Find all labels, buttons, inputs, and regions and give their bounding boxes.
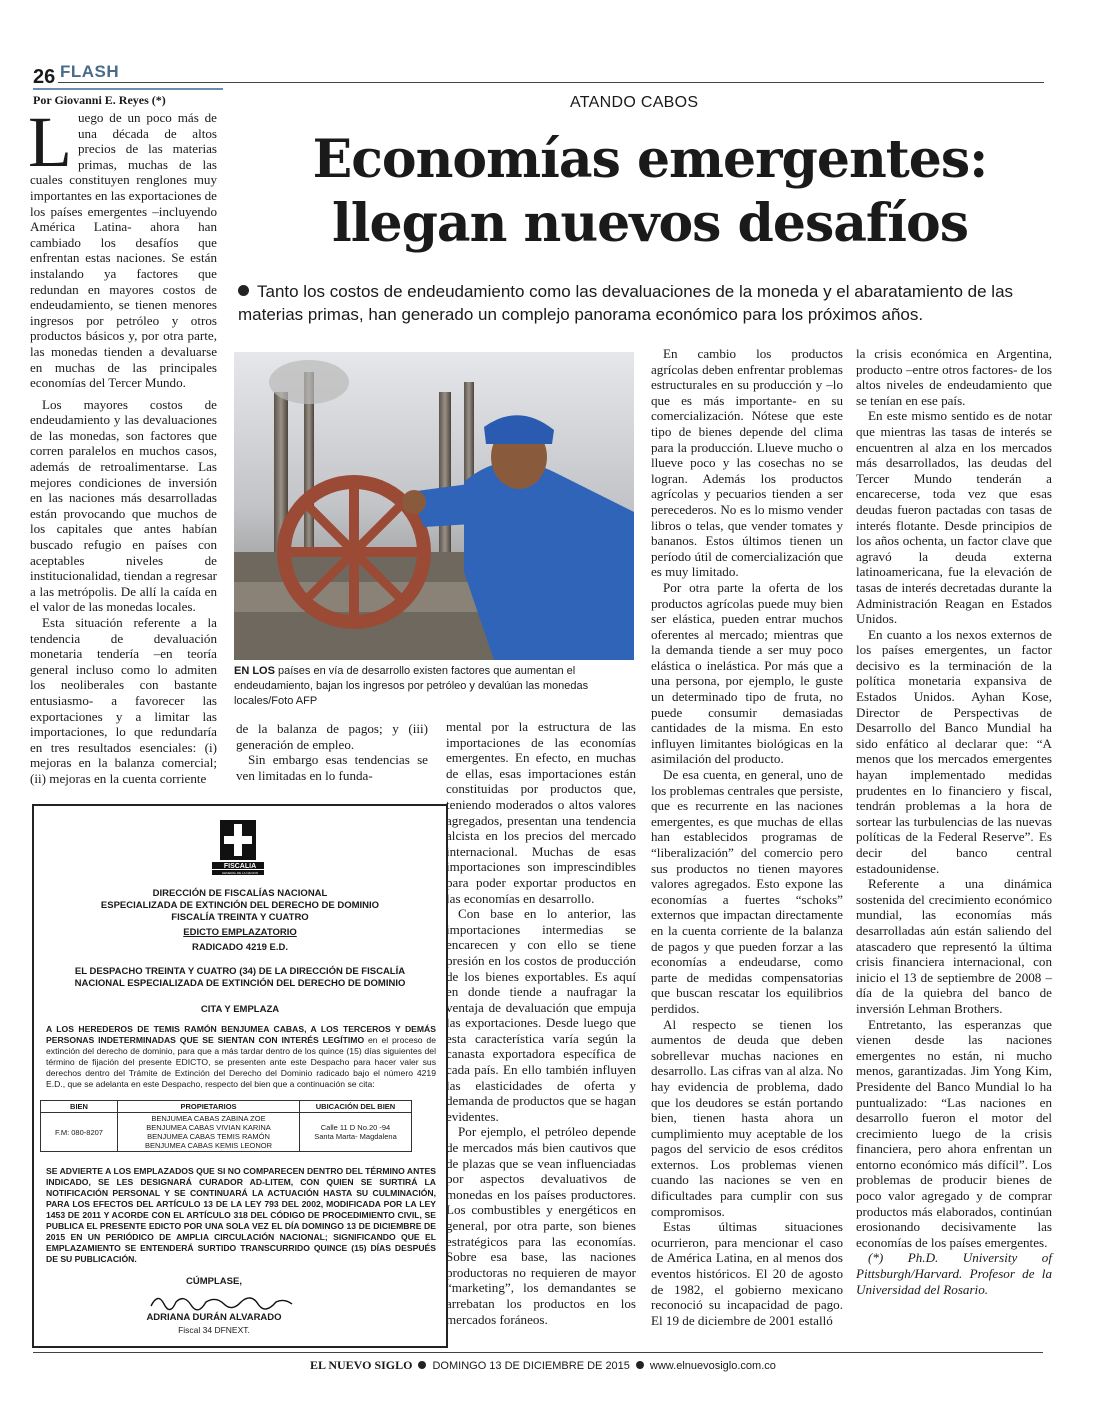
author-note: (*) Ph.D. University of Pittsburgh/Harvard. Profesor de la Universidad del Rosario. (856, 1250, 1052, 1297)
column-3 (446, 719, 636, 1327)
notice-despacho: EL DESPACHO TREINTA Y CUATRO (34) DE LA DIRECCIÓN DE FISCALÍA NACIONAL ESPECIALIZADA DE EXTINCIÓN DEL DERECHO DE DOMINIO (74, 966, 406, 989)
page-footer (310, 1358, 776, 1373)
notice-body-text: en el proceso de extinción del derecho de dominio, para que a más tardar dentro de los quince (15) días siguientes del término de fijación del presente EDICTO, se presenten ante este Despacho para hacer valer sus derechos dentro del Trámite de Extinción del Derecho del Dominio radicado bajo el número 4219 E.D., que se adelanta en este Despacho, respecto del bien que a continuación se cita: (46, 1035, 436, 1089)
byline: Por Giovanni E. Reyes (*) (33, 93, 166, 107)
table-cell-ubicacion: Calle 11 D No.20 -94 Santa Marta- Magdalena (300, 1113, 412, 1152)
col4-paragraph-3: De esa cuenta, en general, uno de los problemas centrales que persiste, que es recurrente en las naciones emergentes, es que muchas de ellas han establecidos programas de “liberalización” del comercio pero sus productos no tienen mayores valores agregados. Esto expone las economías a fuertes “schoks” externos que impactan directamente en la cuenta corriente de la balanza de pagos y que pueden forzar a las economías a endeudarse, como parte de medidas compensatorias que buscan rescatar los equilibrios perdidos. (651, 767, 843, 1016)
signer-name: ADRIANA DURÁN ALVARADO (146, 1312, 282, 1323)
notice-cumplase: CÚMPLASE, (186, 1276, 242, 1287)
photo-caption (234, 664, 632, 709)
caption-lead-in: EN LOS (234, 665, 275, 677)
notice-heading-2: ESPECIALIZADA DE EXTINCIÓN DEL DERECHO DE DOMINIO (100, 900, 380, 911)
col2-paragraph-1: de la balanza de pagos; y (iii) generación de empleo. (236, 721, 428, 752)
column-5 (856, 346, 1052, 1297)
notice-heading-4: EDICTO EMPLAZATORIO (183, 927, 297, 938)
notice-cita: CITA Y EMPLAZA (200, 1004, 280, 1015)
col5-paragraph-4: Referente a una dinámica sostenida del crecimiento económico mundial, las economías más desarrolladas aún están saliendo del atascadero que representó la última crisis financiera internacional, con inicio el 13 de septiembre de 2008 –día de la quiebra del banco de inversión Lehman Brothers. (856, 876, 1052, 1016)
col2-paragraph-2: Sin embargo esas tendencias se ven limitadas en lo funda- (236, 752, 428, 783)
signer-role: Fiscal 34 DFNEXT. (178, 1325, 250, 1335)
headline (230, 128, 1070, 256)
bullet-icon (238, 285, 249, 296)
header-rule-blue (33, 88, 223, 90)
col4-paragraph-2: Por otra parte la oferta de los productos agrícolas puede muy bien ser elástica, pueden entrar muchos oferentes al mercado; mientras que la demanda tiende a ser muy poco elástica o inelástica. Por más que a una persona, por ejemplo, le guste un determinado tipo de fruta, no puede consumir demasiadas cantidades de la misma. En esto influyen limitantes biológicas en la asimilación del producto. (651, 579, 843, 767)
table-row (41, 1113, 412, 1152)
col4-paragraph-1: En cambio los productos agrícolas deben enfrentar problemas estructurales en su producción y –lo que es más importante- en su comercialización. Nótese que este tipo de bienes depende del clima para la producción. Llueve mucho o llueve poco y las cosechas no se logran. Además los productos agrícolas y pecuarios tienden a ser perecederos. No es lo mismo vender libros o telas, que vender tomates y bananos. Estos últimos tienen un período útil de comercialización que es muy limitado. (651, 346, 843, 580)
lead-text: Tanto los costos de endeudamiento como las devaluaciones de la moneda y el abaratamiento de las materias primas, han generado un complejo panorama económico para los próximos años. (238, 282, 1014, 324)
caption-text: países en vía de desarrollo existen factores que aumentan el endeudamiento, bajan los ingresos por petróleo y devalúan las monedas locales/Foto AFP (234, 665, 589, 707)
table-cell-bien: F.M: 080-8207 (41, 1113, 118, 1152)
footer-date: DOMINGO 13 DE DICIEMBRE DE 2015 (432, 1360, 630, 1372)
table-header-row (41, 1101, 412, 1113)
col4-paragraph-5: Estas últimas situaciones ocurrieron, para mencionar el caso de América Latina, en al menos dos eventos históricos. El 20 de agosto de 1982, el gobierno mexicano reconoció su incapacidad de pago. El 19 de diciembre de 2001 estalló (651, 1219, 843, 1328)
col3-paragraph-1: mental por la estructura de las importaciones de las economías emergentes. En efecto, en muchas de ellas, esas importaciones están constituidas por productos que, teniendo moderados o altos valores agregados, presentan una tendencia alcista en los precios del mercado internacional. Muchas de esas importaciones son imprescindibles para poder exportar productos en las economías en desarrollo. (446, 719, 636, 906)
col5-paragraph-1: la crisis económica en Argentina, producto –entre otros factores- de los altos niveles de endeudamiento que se tenían en ese país. (856, 346, 1052, 408)
notice-heading-1: DIRECCIÓN DE FISCALÍAS NACIONAL (152, 888, 328, 899)
footer-paper-name: EL NUEVO SIGLO (310, 1358, 413, 1372)
col5-paragraph-3: En cuanto a los nexos externos de los países emergentes, un factor decisivo es la terminación de la política monetaria expansiva de Estados Unidos. Ayhan Kose, Director de Perspectivas de Desarrollo del Banco Mundial ha sido enfático al declarar que: “A menos que los mercados emergentes hayan implementado medidas prudentes en lo financiero y fiscal, tendrán problemas a la hora de sortear las turbulencias de las nuevas políticas de la Federal Reserve”. Es decir del banco central estadounidense. (856, 626, 1052, 876)
col1-paragraph-1: Luego de un poco más de una década de altos precios de las materias primas, muchas de las cuales constituyen renglones muy importantes en las exportaciones de los países emergentes –incluyendo América Latina- ahora han cambiado los desafíos que enfrentan estas naciones. Se están instalando ya factores que redundan en mayores costos de endeudamiento, se tienen menores ingresos por petróleo y otros productos básicos y, por otra parte, las monedas tienden a devaluarse en muchas de las principales economías del Tercer Mundo. (28, 102, 217, 391)
column-4 (651, 346, 843, 1328)
signature-image (146, 1290, 296, 1312)
col4-paragraph-4: Al respecto se tienen los aumentos de deuda que deben sobrellevar muchas naciones en desarrollo. Las cifras van al alza. No hay evidencia de problema, dado que los deudores se están portando bien, tienen hasta ahora un cumplimiento muy aceptable de los pagos del servicio de esos créditos externos. Los problemas vienen cuando las naciones se ven en dificultades para cumplir con sus compromisos. (651, 1016, 843, 1219)
col5-paragraph-5: Entretanto, las esperanzas que vienen desde las naciones emergentes no están, ni mucho menos, garantizadas. Jim Yong Kim, Presidente del Banco Mundial lo ha puntualizado: “Las naciones en desarrollo fueron el motor del crecimiento luego de la crisis financiera, pero ahora enfrentan un entorno económico más difícil”. Los problemas de producir bienes de poco valor agregado y de comprar productos más elaborados, continúan erosionando decisivamente las economías de los países emergentes. (856, 1016, 1052, 1250)
notice-warning: SE ADVIERTE A LOS EMPLAZADOS QUE SI NO COMPARECEN DENTRO DEL TÉRMINO ANTES INDICADO, SE LES DESIGNARÁ CURADOR AD-LITEM, CON QUIEN SE SURTIRÁ LA NOTIFICACIÓN PERSONAL Y SE CONTINUARÁ LA ACTUACIÓN HASTA SU CULMINACIÓN, PARA LOS EFECTOS DEL ARTÍCULO 13 DE LA LEY 793 DEL 2002, MODIFICADA POR LA LEY 1453 DE 2011 Y ACORDE CON EL ARTÍCULO 318 DEL CÓDIGO DE PROCEDIMIENTO CIVIL, SE PUBLICA EL PRESENTE EDICTO POR UNA SOLA VEZ EL DÍA DOMINGO 13 DE DICIEMBRE DE 2015 EN UN PERIÓDICO DE AMPLIA CIRCULACIÓN NACIONAL; SIGNIFICANDO QUE EL EMPLAZAMIENTO SE ENTENDERÁ SURTIDO TRANSCURRIDO QUINCE (15) DÍAS DESPUÉS DE SU PUBLICACIÓN. (46, 1166, 436, 1264)
table-header: PROPIETARIOS (118, 1101, 300, 1113)
logo-subtext: GENERAL DE LA NACION (221, 871, 259, 875)
article-photo (234, 352, 634, 660)
footer-rule (33, 1352, 1043, 1353)
table-header: BIEN (41, 1101, 118, 1113)
header-rule (58, 82, 1044, 83)
col1-paragraph-3: Esta situación referente a la tendencia de devaluación monetaria tendería –en teoría general incluso como lo admiten los neoliberales con bastante entusiasmo- a favorecer las exportaciones y a limitar las importaciones, lo que redundaría en tres resultados esenciales: (i) mejoras en la balanza comercial; (ii) mejoras en la cuenta corriente (30, 615, 217, 786)
table-header: UBICACIÓN DEL BIEN (300, 1101, 412, 1113)
col3-paragraph-2: Con base en lo anterior, las importaciones intermedias se encarecen y con ello se tiene presión en los costos de producción de los bienes exportables. Es aquí en donde tiende a naufragar la ventaja de devaluación que empuja las exportaciones. Desde luego que esta característica varía según la canasta exportadora específica de cada país. En ello también influyen las elasticidades de oferta y demanda de productos que se hagan evidentes. (446, 906, 636, 1124)
headline-line-1: Economías emergentes: (312, 129, 988, 190)
footer-dot-icon (636, 1361, 644, 1369)
notice-body-bold: A LOS HEREDEROS DE TEMIS RAMÓN BENJUMEA CABAS, A LOS TERCEROS Y DEMÁS PERSONAS INDETERMINADAS QUE SE SIENTAN CON INTERÉS LEGÍTIMO (46, 1024, 436, 1045)
notice-heading-3: FISCALÍA TREINTA Y CUATRO (171, 912, 309, 923)
page-number: 26 (33, 66, 56, 88)
footer-url[interactable]: www.elnuevosiglo.com.co (649, 1360, 776, 1372)
legal-notice-box (32, 804, 448, 1348)
property-table (40, 1100, 412, 1152)
footer-dot-icon (418, 1361, 426, 1369)
lead-paragraph (238, 280, 1038, 326)
column-2 (236, 721, 428, 783)
column-1 (28, 102, 217, 787)
drop-cap: L (28, 102, 72, 182)
table-cell-propietarios: BENJUMEA CABAS ZABINA ZOE BENJUMEA CABAS VIVIAN KARINA BENJUMEA CABAS TEMIS RAMÓN BENJUMEA CABAS KEMIS LEONOR (118, 1113, 300, 1152)
headline-line-2: llegan nuevos desafíos (331, 193, 969, 254)
refinery-worker-image (234, 352, 634, 660)
section-name: FLASH (60, 62, 120, 81)
notice-heading-5: RADICADO 4219 E.D. (191, 942, 289, 953)
col3-paragraph-3: Por ejemplo, el petróleo depende de mercados más bien cautivos que de plazas que se vean influenciadas por aspectos devaluativos de monedas en los países productores. Los combustibles y energéticos en general, por otra parte, son bienes estratégicos para las economías. Sobre esa base, las naciones productoras no requieren de mayor “marketing”, los demandantes se arrebatan los productos en los mercados foráneos. (446, 1124, 636, 1327)
notice-body (46, 1024, 436, 1090)
kicker: ATANDO CABOS (570, 94, 699, 111)
col5-paragraph-2: En este mismo sentido es de notar que mientras las tasas de interés se encuentren al alza en los mercados más desarrollados, las deudas del Tercer Mundo tenderán a encarecerse, toda vez que esas deudas fueron pactadas con tasas de interés flotante. Desde principios de los años ochenta, un factor clave que agravó la deuda externa latinoamericana, fue la elevación de tasas de interés decretadas durante la Administración Reagan en Estados Unidos. (856, 408, 1052, 627)
col1-paragraph-2: Los mayores costos de endeudamiento y las devaluaciones de las monedas, son factores que corren paralelos en muchos casos, además de retroalimentarse. Las mejores condiciones de inversión en las naciones más desarrolladas están provocando que muchos de los capitales que antes habían buscado refugio en países con aceptables niveles de institucionalidad, tiendan a regresar a las metrópolis. De allí la caída en el valor de las monedas locales. (30, 396, 217, 615)
logo-text: FISCALIA (223, 863, 257, 870)
